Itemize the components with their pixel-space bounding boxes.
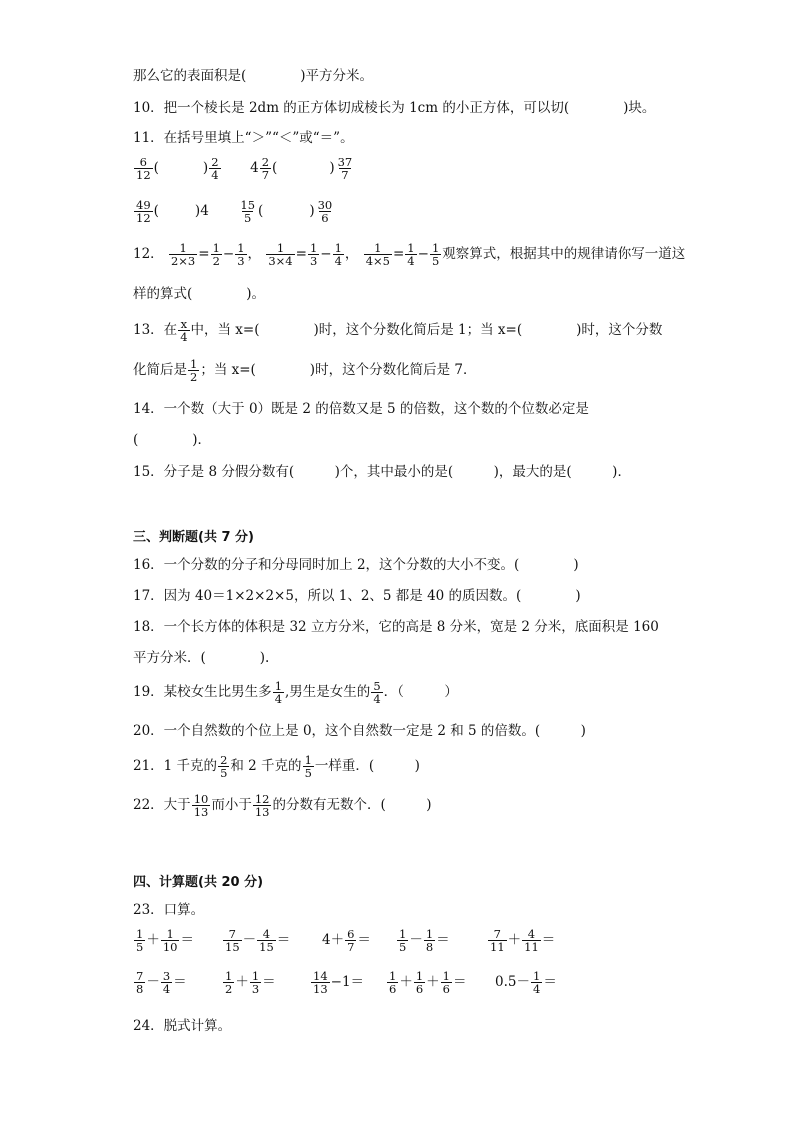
q16: 16．一个分数的分子和分母同时加上 2，这个分数的大小不变。( ) — [133, 557, 579, 573]
q12-line1: 12． $\frac{1}{2\times 3}$ = $\frac{1}{2}$ − $\frac{1}{3}$ ， $\frac{1}{3\times 4}$ = $\frac{1}{3}$ − $\frac{1}{4}$ ， $\frac{1}{4\times 5}$ = $\frac{1}{4}$ − $\frac{1}{5}$ 观察算式，根据其中的规律请你写一道这 — [133, 241, 686, 268]
q21: 21．1 千克的 $\frac{2}{5}$ 和 2 千克的 $\frac{1}{5}$ 一样重．( ) — [133, 753, 420, 780]
q11-row2: $\frac{49}{12}$ ( )4 $\frac{15}{5}$ ( ) $\frac{30}{6}$ — [136, 198, 333, 225]
calc-item: $\frac{7}{15}$ － $\frac{4}{15}$ ＝ — [225, 927, 291, 954]
q15: 15．分子是 8 分假分数有( )个，其中最小的是( )，最大的是( )． — [133, 464, 631, 480]
q19: 19．某校女生比男生多 $\frac{1}{4}$ ,男生是女生的 $\frac{5}{4}$ ．（ ） — [133, 679, 458, 706]
q18-line2: 平方分米．( ). — [133, 650, 270, 666]
calc-item: $\frac{14}{13}$ −1＝ — [313, 969, 365, 996]
fraction: $\frac{37}{7}$ — [337, 155, 353, 182]
q20: 20．一个自然数的个位上是 0，这个自然数一定是 2 和 5 的倍数。( ) — [133, 723, 586, 739]
fraction: $\frac{6}{12}$ — [136, 155, 151, 182]
calc-item: $\frac{1}{5}$ － $\frac{1}{8}$ ＝ — [399, 927, 450, 954]
calc-item: $\frac{7}{11}$ ＋ $\frac{4}{11}$ ＝ — [490, 927, 556, 954]
calc-item: 0.5－ $\frac{1}{4}$ ＝ — [495, 969, 557, 996]
section-4-heading: 四、计算题(共 20 分) — [133, 875, 264, 890]
q14-line2: ( )． — [133, 432, 212, 448]
fraction: $\frac{2}{4}$ — [211, 155, 219, 182]
calc-item: $\frac{1}{6}$ ＋ $\frac{1}{6}$ ＋ $\frac{1}{6}$ ＝ — [389, 969, 467, 996]
section-3-heading: 三、判断题(共 7 分) — [133, 530, 254, 545]
q11-title: 11．在括号里填上“＞”“＜”或“＝”。 — [133, 130, 354, 146]
q17: 17．因为 40＝1×2×2×5，所以 1、2、5 都是 40 的质因数。( ) — [133, 588, 581, 604]
fraction: $\frac{15}{5}$ — [240, 198, 256, 225]
calc-item: $\frac{7}{8}$ － $\frac{3}{4}$ ＝ — [136, 969, 187, 996]
calc-item: 4＋ $\frac{6}{7}$ ＝ — [322, 927, 371, 954]
q9-tail: 那么它的表面积是( )平方分米。 — [133, 68, 374, 84]
q13-line1: 13．在 $\frac{x}{4}$ 中，当 x=( )时，这个分数化简后是 1；当 x=( )时，这个分数 — [133, 317, 663, 344]
q18-line1: 18．一个长方体的体积是 32 立方分米，它的高是 8 分米，宽是 2 分米，底面积是 160 — [133, 619, 659, 635]
calc-item: $\frac{1}{5}$ ＋ $\frac{1}{10}$ ＝ — [136, 927, 194, 954]
fraction: $\frac{30}{6}$ — [317, 198, 333, 225]
q10: 10．把一个棱长是 2dm 的正方体切成棱长为 1cm 的小正方体，可以切( )块。 — [133, 100, 656, 116]
fraction: $\frac{49}{12}$ — [136, 198, 151, 225]
fraction: $\frac{2}{7}$ — [261, 155, 270, 182]
calc-item: $\frac{1}{2}$ ＋ $\frac{1}{3}$ ＝ — [225, 969, 276, 996]
q12-line2: 样的算式( )。 — [133, 286, 266, 302]
q23: 23．口算。 — [133, 902, 205, 918]
q13-line2: 化简后是 $\frac{1}{2}$ ；当 x=( )时，这个分数化简后是 7． — [133, 357, 477, 384]
q11-row1: $\frac{6}{12}$ ( ) $\frac{2}{4}$ 4 $\frac{2}{7}$ ( ) $\frac{37}{7}$ — [136, 155, 353, 182]
q24: 24．脱式计算。 — [133, 1018, 232, 1034]
q22: 22．大于 $\frac{10}{13}$ 而小于 $\frac{12}{13}$ 的分数有无数个．( ) — [133, 792, 432, 819]
q14-line1: 14．一个数（大于 0）既是 2 的倍数又是 5 的倍数，这个数的个位数必定是 — [133, 401, 589, 417]
